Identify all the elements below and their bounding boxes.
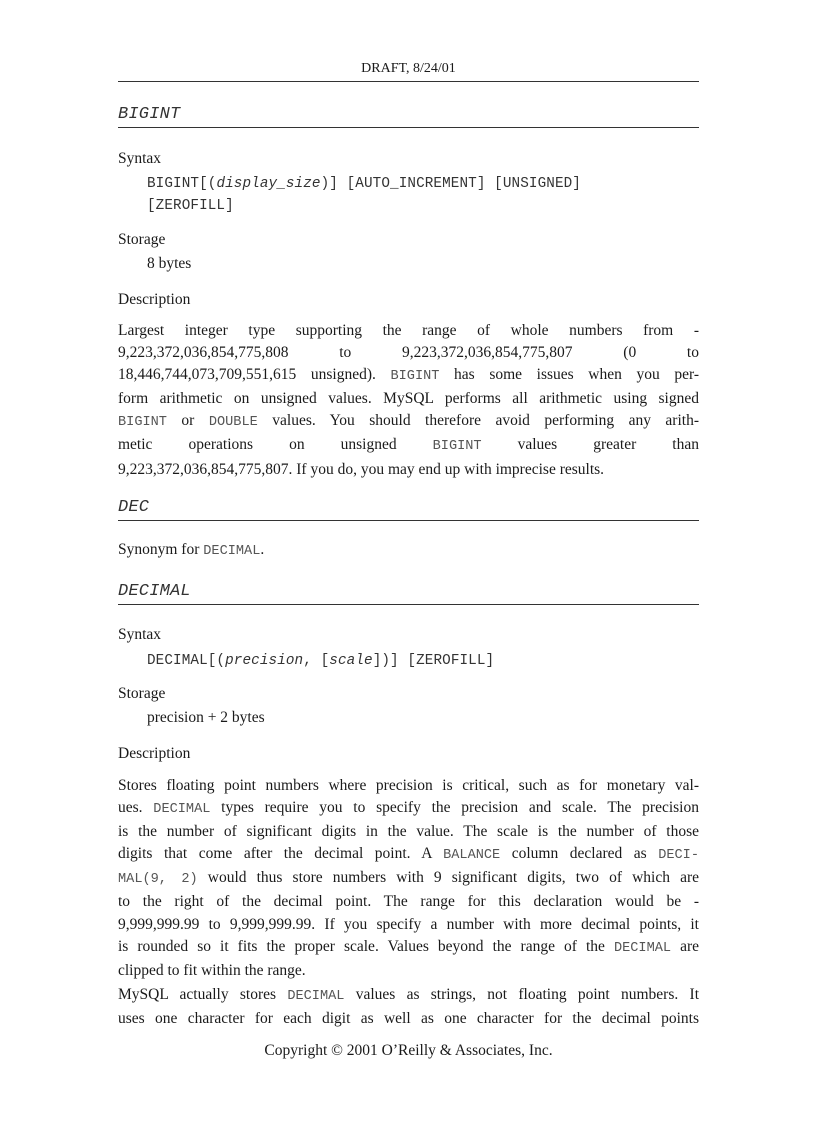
text-run: 9,223,372,036,854,775,808 to 9,223,372,036,854,775,807 (0 to [118,344,699,362]
dec-synonym-text [118,539,699,563]
text-run: has some issues when you per- [439,366,699,384]
description-text-bigint [118,320,699,481]
text-run: values. You should therefore avoid performing any arith- [257,412,699,430]
text-line [118,984,699,1008]
text-line [118,936,699,960]
text-line [118,342,699,364]
text-run: or [166,412,209,430]
text-run: MySQL actually stores [118,986,288,1003]
entry-title-bigint: BIGINT [118,105,699,128]
text-line [118,1008,699,1030]
text-run: would thus store numbers with 9 significant digits, two of which are [197,869,700,887]
inline-code: BALANCE [443,848,501,864]
description-text-decimal-2 [118,984,699,1030]
inline-code: MAL(9, 2) [118,872,198,888]
text-line [118,459,699,481]
syntax-suffix: ])] [ZEROFILL] [372,653,495,669]
syntax-label-decimal: Syntax [118,626,162,643]
inline-code: DECIMAL [153,802,211,818]
inline-code: DECIMAL [203,544,261,559]
text-line [118,775,699,797]
inline-code: BIGINT [390,369,440,385]
syntax-label-bigint: Syntax [118,150,162,167]
storage-label-decimal: Storage [118,685,166,702]
copyright-footer: Copyright © 2001 O’Reilly & Associates, Inc. [264,1042,553,1059]
storage-value-decimal: precision + 2 bytes [147,709,265,726]
text-line [118,914,699,936]
text-line [118,364,699,388]
text-line [118,821,699,843]
text-run: 9,999,999.99 to 9,999,999.99. If you specify a number with more decimal points, it [118,915,699,933]
syntax-mid: , [ [303,653,330,669]
text-line [118,960,699,982]
text-run: clipped to fit within the range. [118,961,306,979]
text-run: Stores floating point numbers where precision is critical, such as for monetary val- [118,777,699,794]
text-run: values greater than [481,436,699,454]
syntax-line2: [ZEROFILL] [147,198,234,214]
syntax-suffix: )] [AUTO_INCREMENT] [UNSIGNED] [320,176,581,192]
syntax-prefix: BIGINT[( [147,176,217,192]
description-label-bigint: Description [118,291,191,308]
syntax-param: scale [329,653,373,669]
text-run: are [671,937,700,955]
text-run: ues. [118,799,154,817]
text-run: form arithmetic on unsigned values. MySQL performs all arithmetic using signed [118,390,699,408]
text-line [118,388,699,410]
text-run: 9,223,372,036,854,775,807. If you do, you may end up with imprecise results. [118,460,605,478]
syntax-code-bigint [147,173,699,217]
text-line [118,891,699,913]
text-run: values as strings, not floating point numbers. It [344,986,699,1003]
text-line [118,867,699,891]
inline-code: BIGINT [432,439,482,455]
syntax-param: display_size [216,176,321,192]
text-run: metic operations on unsigned [118,436,433,454]
text-run: to the right of the decimal point. The range for this declaration would be - [118,893,699,911]
storage-label-bigint: Storage [118,231,166,248]
text-run: 18,446,744,073,709,551,615 unsigned). [118,366,391,384]
text-line [118,843,699,867]
syntax-param: precision [225,653,304,669]
text-run: digits that come after the decimal point. A [118,845,444,863]
description-text-decimal [118,775,699,982]
storage-value-bigint: 8 bytes [147,255,192,272]
text-line [118,410,699,434]
inline-code: DECIMAL [613,940,672,956]
entry-title-decimal: DECIMAL [118,582,699,605]
text-line [118,320,699,342]
draft-header: DRAFT, 8/24/01 [118,61,699,82]
text-run: types require you to specify the precision and scale. The precision [210,799,699,817]
inline-code: DOUBLE [208,415,258,431]
text-run: . [260,541,265,558]
text-line [118,797,699,821]
description-label-decimal: Description [118,745,191,762]
text-run: is the number of significant digits in the value. The scale is the number of those [118,823,699,841]
inline-code: DECIMAL [287,989,345,1004]
text-run: is rounded so it fits the proper scale. Values beyond the range of the [118,937,614,955]
text-run: Synonym for [118,541,204,558]
text-run: uses one character for each digit as well as one character for the decimal points [118,1010,699,1028]
syntax-code-decimal [147,650,699,672]
text-run: Largest integer type supporting the range of whole numbers from - [118,322,699,339]
inline-code: BIGINT [118,415,167,431]
syntax-prefix: DECIMAL[( [147,653,226,669]
entry-title-dec: DEC [118,498,699,521]
text-line [118,434,699,458]
inline-code: DECI- [658,848,699,864]
text-run: column declared as [500,845,659,863]
